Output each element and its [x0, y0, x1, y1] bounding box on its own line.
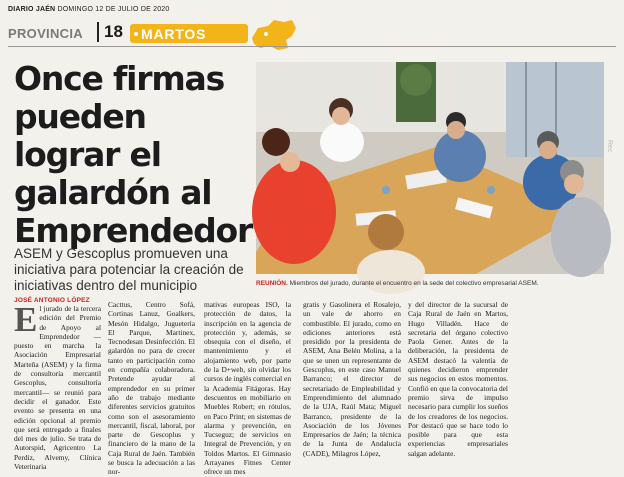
article-column-5 [408, 300, 508, 458]
caption-text: Miembros del jurado, durante el encuentro en la sede del colectivo empresarial ASEM. [289, 280, 539, 287]
paper-name: DIARIO JAÉN [8, 6, 56, 13]
column-3-text: mativas europeas ISO, la protección de datos, la inscripción en la agencia de protección y, además, se obsequia con el diseño, el mantenimiento y el alojamiento web, por parte de la D+web, sin olvidar los cursos de inglés comercial en la Academia Fitágoras. Hay descuentos en mobiliario en Muebles Robert; en rótulos, en Paco Print; en sistemas de alarma y prevención, en Tucseguz; de servicios en Integral de Prevención, y en Toldos Martos. El Gimnasio Arrayanes Fitnes Center ofrece un mes [204, 300, 292, 477]
town-banner [130, 24, 248, 43]
page-number: 18 [97, 22, 123, 42]
column-5-text: y del director de la sucursal de Caja Rural de Jaén en Martos, Hugo Villadén. Hace de secretaria del órgano colectivo Paola Gener. Antes de la deliberación, la presidenta de ASEM destacó la valentía de quienes decidieron emprender sus negocios en estos momentos. Confió en que la convocatoria del premio sirva de impulso necesario para cumplir los sueños de los creadores de los negocios. Por destacó que se hace todo lo posible para que esta experiencias empresariales salgan adelante. [408, 300, 508, 458]
article-column-4 [303, 300, 401, 458]
adjacent-text: Rec [606, 140, 613, 153]
masthead [8, 6, 169, 13]
headline: Once firmas pueden lograr el galardón al Emprendedor [14, 59, 253, 250]
header-divider [8, 46, 616, 47]
column-1-text: l jurado de la tercera edición del Premio de Apoyo al Emprendedor —puesto en marcha la Asociación Empresarial Marteña (ASEM) y la firma de consultoría mercantil Gescoplus, consultoría mercantil— se reunió para decidir el ganador. Este evento se presenta en una edición opcional al premio que será entregado a finales del mes de julio. Se trata de Autorspid, Agricentro La Perdiz, Alvemy, Clínica Veterinaria [14, 304, 101, 472]
article-column-3 [204, 300, 292, 477]
meeting-photo [256, 62, 604, 274]
subheadline: ASEM y Gescoplus promueven una iniciativa para potenciar la creación de iniciativas dentro del municipio [14, 246, 244, 293]
section-name: PROVINCIA [8, 26, 83, 41]
column-4-text: gratis y Gasolinera el Rosalejo, un vale de ahorro en combustible. El jurado, como en ediciones anteriores está presidido por la presidenta de ASEM, Ana Belén Molina, a la que se unen un representante de Gescoplus, en este caso Manuel Barranco; el director de secretariado de Empleabilidad y Emprendimiento del alumnado de la UJA, Raúl Mata; Miguel Barranco, presidente de la Asociación de los Jóvenes Empresarios de Jaén; la técnica de la Junta de Andalucía (CADE), Milagros López, [303, 300, 401, 458]
photo-caption [256, 280, 606, 287]
town-name: MARTOS [141, 25, 207, 42]
author-byline: JOSÉ ANTONIO LÓPEZ [14, 297, 90, 304]
caption-label: REUNIÓN. [256, 280, 288, 287]
column-2-text: Cacttus, Centro Sofá, Cortinas Lanuz, Goalkers, Mesón Hidalgo, Juguetería El Parque, Martinex, Tecnodesan Desinfección. El galardón no para de crecer tanto en participación como en compañía colaboradora. Pretende ayudar al emprendedor en su primer año de trabajo mediante diferentes servicios gratuitos como son el asesoramiento mercantil, fiscal, laboral, por parte de Gescoplus y financiero de la mano de la Caja Rural de Jaén. También se busca la adecuación a las nor- [108, 300, 195, 477]
drop-cap: E [14, 300, 38, 339]
bullet-icon [134, 32, 138, 36]
article-column-2 [108, 300, 195, 477]
issue-date: DOMINGO 12 DE JULIO DE 2020 [57, 6, 170, 13]
